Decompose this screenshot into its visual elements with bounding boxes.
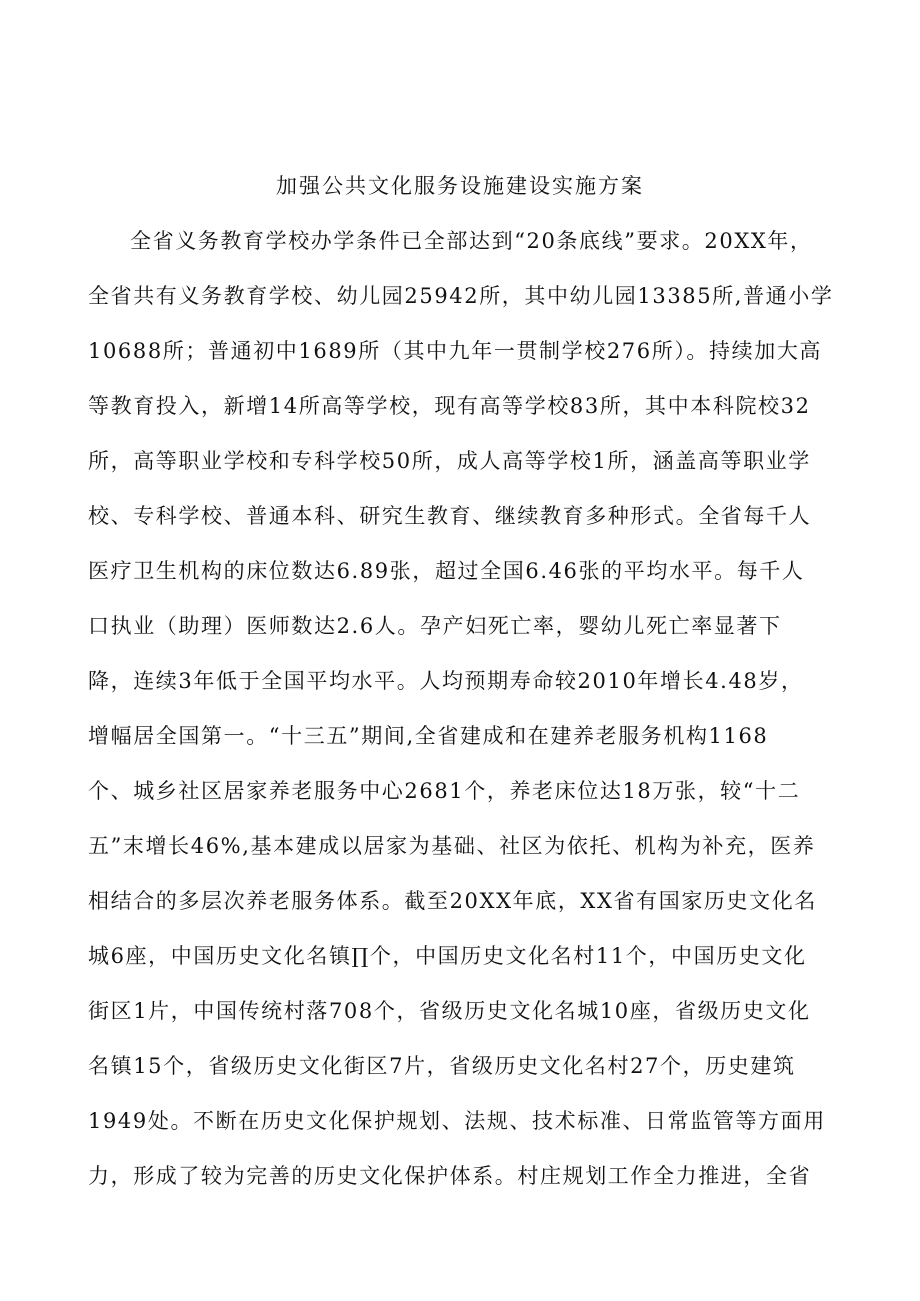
paragraph-line: 个、城乡社区居家养老服务中心2681个，养老床位达18万张，较“十二 (88, 779, 801, 803)
paragraph-line: 全省共有义务教育学校、幼儿园25942所，其中幼儿园13385所,普通小学 (88, 284, 834, 308)
paragraph-line: 五”末增长46%,基本建成以居家为基础、社区为依托、机构为补充，医养 (88, 834, 816, 858)
paragraph-line: 等教育投入，新增14所高等学校，现有高等学校83所，其中本科院校32 (88, 394, 811, 418)
paragraph-line: 力，形成了较为完善的历史文化保护体系。村庄规划工作全力推进，全省 (88, 1164, 812, 1188)
paragraph-line: 全省义务教育学校办学条件已全部达到“20条底线”要求。20XX年， (130, 229, 813, 253)
paragraph-line: 10688所；普通初中1689所（其中九年一贯制学校276所）。持续加大高 (88, 339, 823, 363)
paragraph-line: 相结合的多层次养老服务体系。截至20XX年底，XX省有国家历史文化名 (88, 889, 817, 913)
paragraph-line: 城6座，中国历史文化名镇∏个，中国历史文化名村11个，中国历史文化 (88, 944, 807, 968)
paragraph-line: 所，高等职业学校和专科学校50所，成人高等学校1所，涵盖高等职业学 (88, 449, 811, 473)
paragraph-line: 名镇15个，省级历史文化街区7片，省级历史文化名村27个，历史建筑 (88, 1054, 796, 1078)
paragraph-line: 街区1片，中国传统村落708个，省级历史文化名城10座，省级历史文化 (88, 999, 811, 1023)
paragraph-line: 医疗卫生机构的床位数达6.89张，超过全国6.46张的平均水平。每千人 (88, 559, 805, 583)
paragraph-line: 口执业（助理）医师数达2.6人。孕产妇死亡率，婴幼儿死亡率显著下 (88, 614, 782, 638)
document-title: 加强公共文化服务设施建设实施方案 (276, 174, 644, 198)
paragraph-line: 增幅居全国第一。“十三五”期间,全省建成和在建养老服务机构1168 (88, 724, 769, 748)
paragraph-line: 降，连续3年低于全国平均水平。人均预期寿命较2010年增长4.48岁， (88, 669, 804, 693)
paragraph-line: 校、专科学校、普通本科、研究生教育、继续教育多种形式。全省每千人 (88, 504, 812, 528)
paragraph-line: 1949处。不断在历史文化保护规划、法规、技术标准、日常监管等方面用 (88, 1109, 826, 1133)
